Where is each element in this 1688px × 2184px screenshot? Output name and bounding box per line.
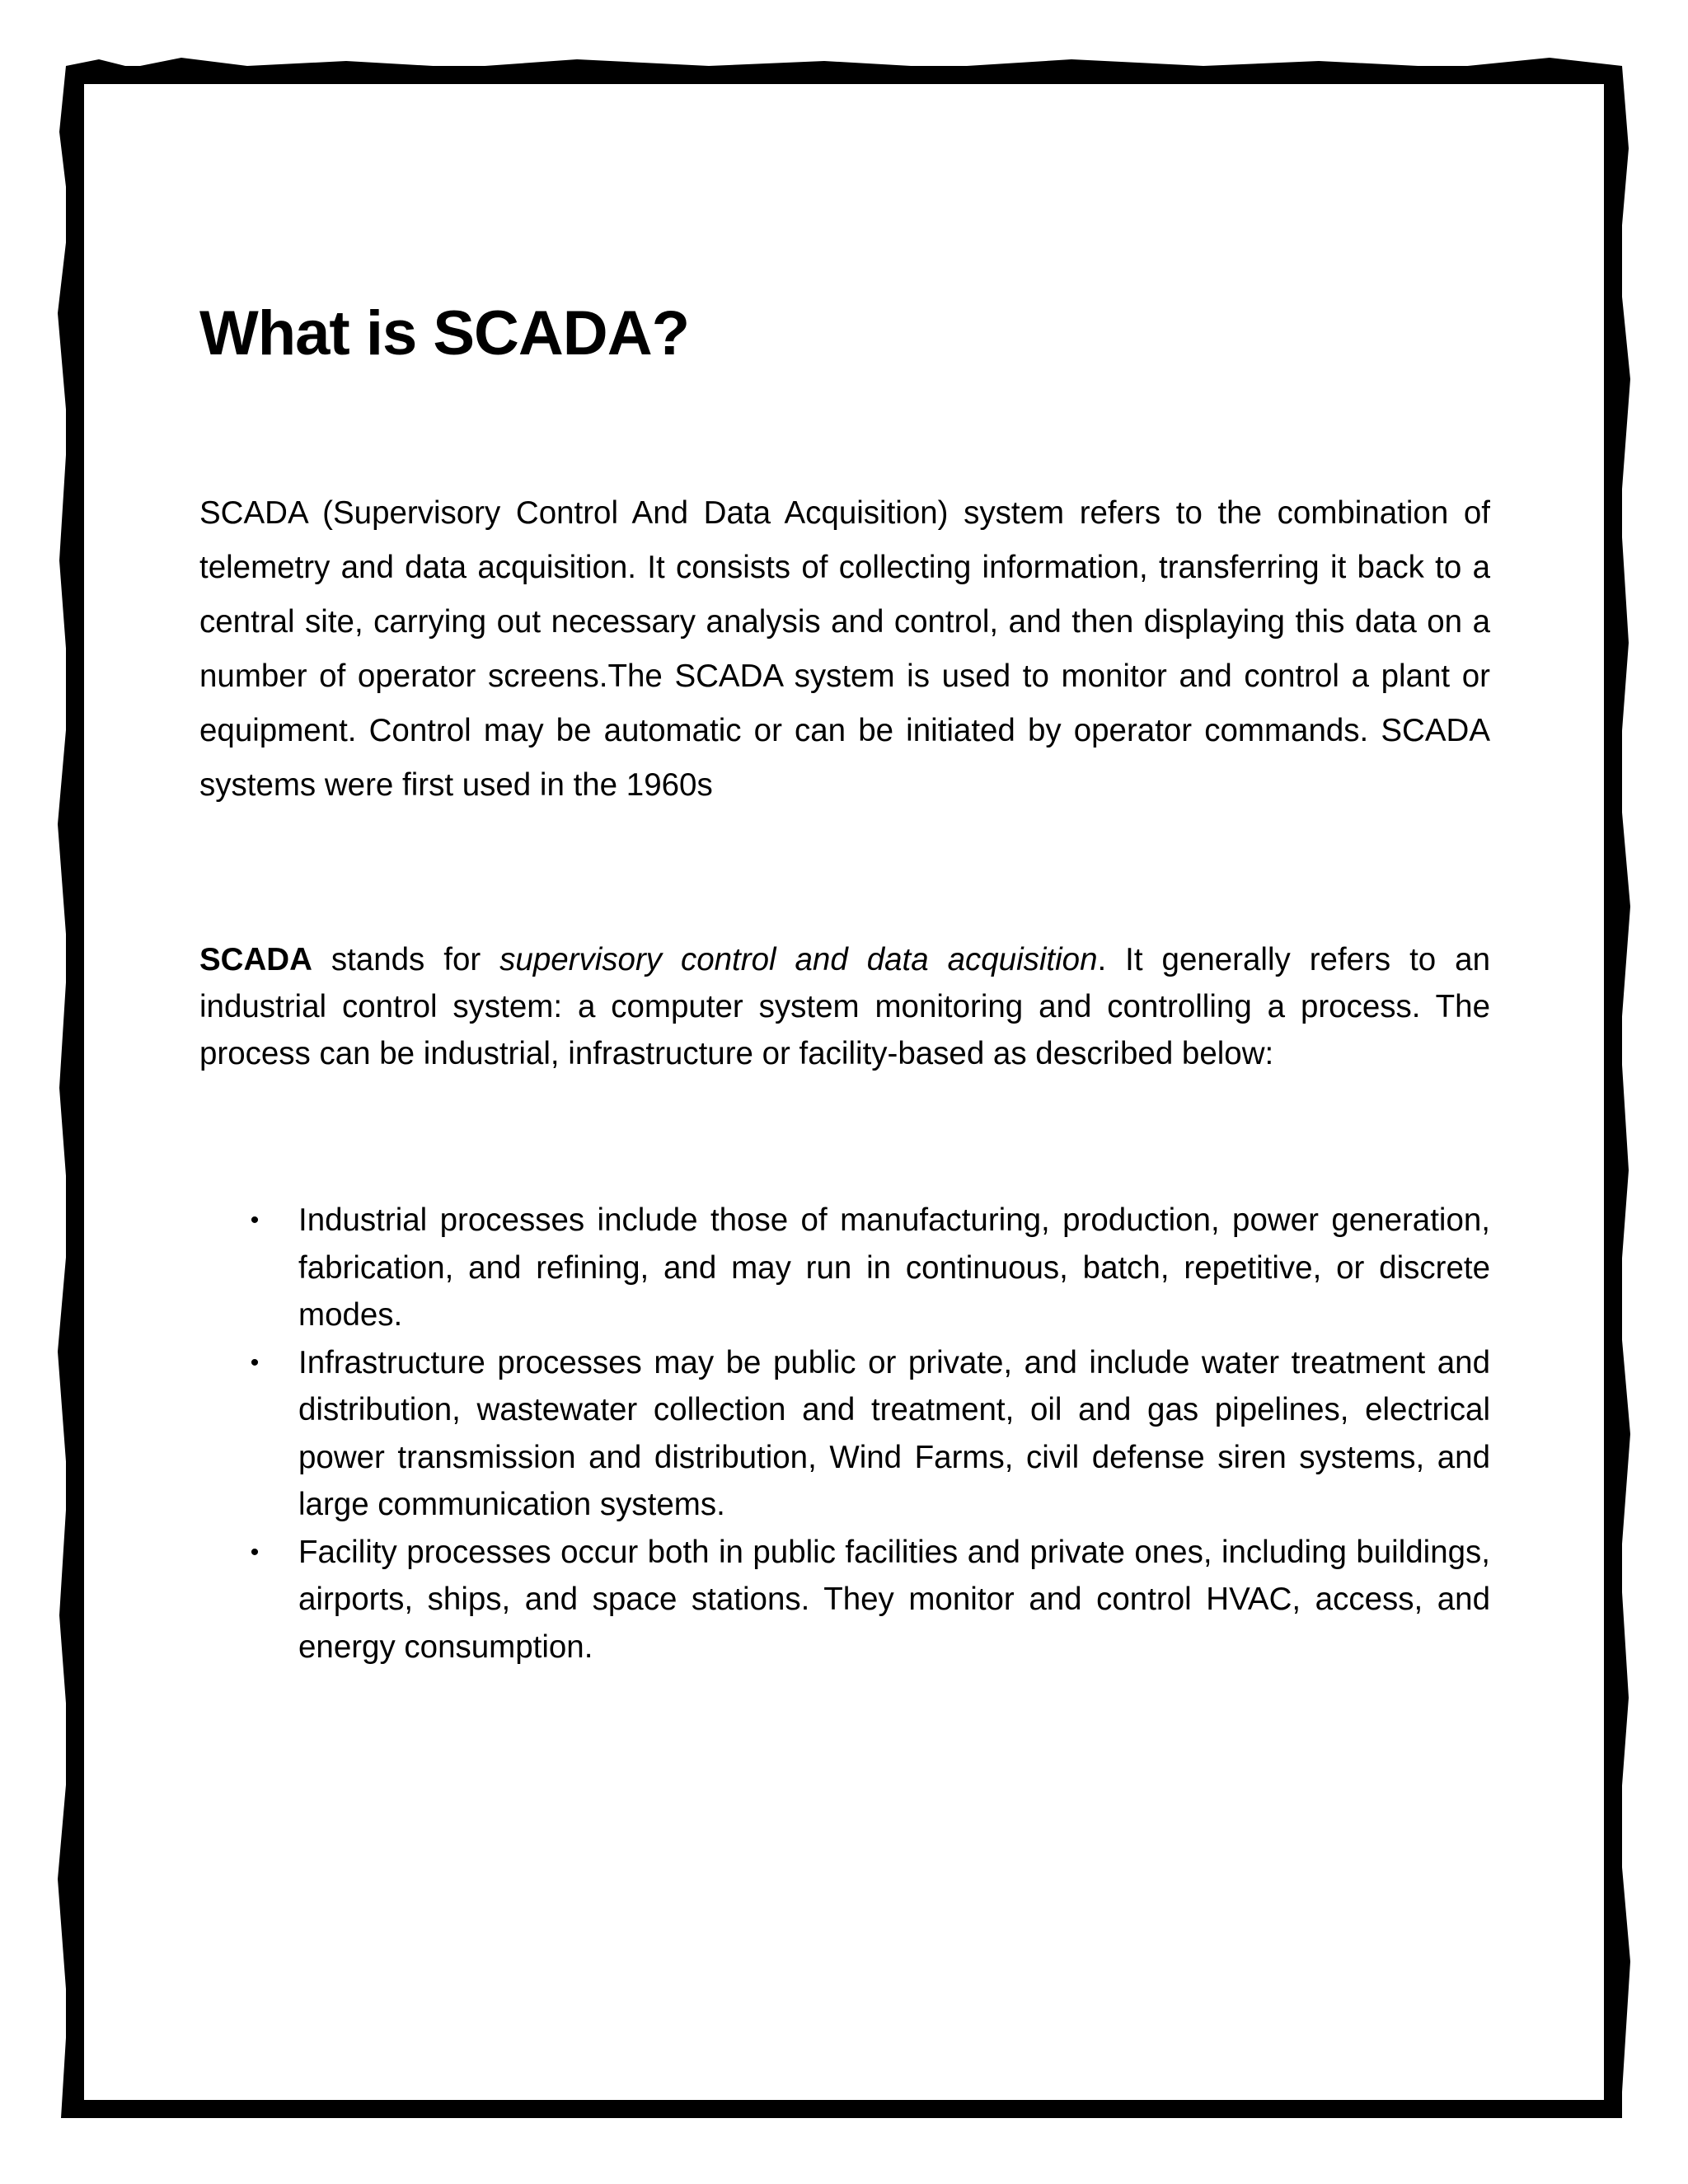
list-item-facility <box>199 1529 1490 1671</box>
intro-paragraph: SCADA (Supervisory Control And Data Acquisition) system refers to the combination of telemetry and data acquisition. It consists of collecting information, transferring it back to a central site, carrying out necessary analysis and control, and then displaying this data on a number of operator screens.The SCADA system is used to monitor and control a plant or equipment. Control may be automatic or can be initiated by operator commands. SCADA systems were first used in the 1960s <box>199 495 1490 803</box>
list-item-text: Industrial processes include those of manufacturing, production, power generation, fabrication, and refining, and may run in continuous, batch, repetitive, or discrete modes. <box>298 1202 1490 1333</box>
scada-expansion: supervisory control and data acquisition <box>499 942 1098 977</box>
document-content <box>199 297 1490 1671</box>
list-item-text: Infrastructure processes may be public or private, and include water treatment and distribution, wastewater collection and treatment, oil and gas pipelines, electrical power transmission and distribution, Wind Farms, civil defense siren systems, and large communication systems. <box>298 1344 1490 1522</box>
list-item-text: Facility processes occur both in public facilities and private ones, including buildings, airports, ships, and space stations. They monitor and control HVAC, access, and energy consumption. <box>298 1534 1490 1665</box>
bullet-icon: • <box>250 1348 260 1376</box>
list-item-industrial <box>199 1197 1490 1339</box>
process-types-list <box>199 1197 1490 1671</box>
definition-text-b: . It generally refers to an industrial control system: a computer system monitoring and controlling a process. The process can be industrial, infrastructure or facility-based as described below: <box>199 942 1491 1071</box>
bullet-icon: • <box>250 1207 260 1234</box>
scada-term: SCADA <box>199 942 312 977</box>
list-item-infrastructure <box>199 1339 1490 1529</box>
definition-text-a: stands for <box>312 942 500 977</box>
page-title: What is SCADA? <box>199 298 689 368</box>
bullet-icon: • <box>250 1538 260 1566</box>
definition-paragraph <box>199 936 1490 1077</box>
